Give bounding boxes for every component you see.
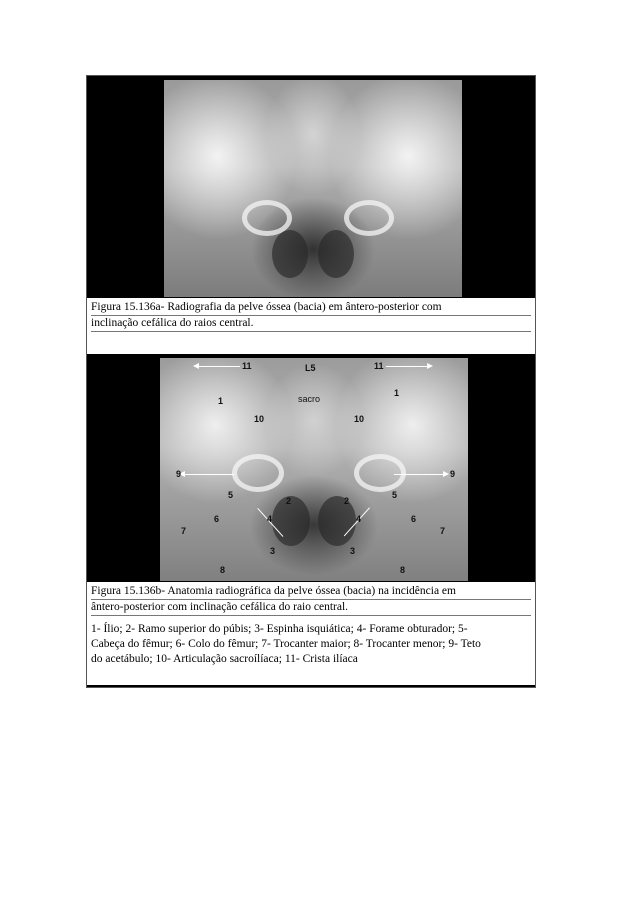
- label-8-left: 8: [220, 565, 226, 575]
- figure-b-legend-line2: Cabeça do fêmur; 6- Colo do fêmur; 7- Trocanter maior; 8- Trocanter menor; 9- Teto: [91, 638, 481, 650]
- label-6-right: 6: [411, 514, 417, 524]
- acetabulum-left-shape: [232, 454, 284, 492]
- label-7-right: 7: [440, 526, 446, 536]
- figure-b-legend-line3: do acetábulo; 10- Articulação sacroílíaca; 11- Crista ilíaca: [91, 653, 358, 665]
- obturator-right-shape: [318, 230, 354, 278]
- label-1-right: 1: [394, 388, 400, 398]
- label-3-right: 3: [350, 546, 356, 556]
- acetabulum-right-shape: [354, 454, 406, 492]
- label-8-right: 8: [400, 565, 406, 575]
- label-3-left: 3: [270, 546, 276, 556]
- arrow-11-left: [198, 366, 240, 367]
- figure-b-legend-line1: 1- Ílio; 2- Ramo superior do púbis; 3- Espinha isquiática; 4- Forame obturador; 5-: [91, 623, 468, 635]
- arrow-11-right: [386, 366, 428, 367]
- label-1-left: 1: [218, 396, 224, 406]
- arrow-9-right: [394, 474, 444, 475]
- arrow-9-left: [184, 474, 234, 475]
- pelvis-anatomy-radiograph: [160, 358, 468, 581]
- figure-b-caption-line2: ântero-posterior com inclinação cefálica do raio central.: [91, 600, 531, 616]
- label-5-left: 5: [228, 490, 234, 500]
- label-11-left: 11: [242, 361, 252, 371]
- figure-a-caption: [87, 298, 535, 354]
- label-6-left: 6: [214, 514, 220, 524]
- label-l5: L5: [305, 363, 316, 373]
- label-9-left: 9: [176, 469, 182, 479]
- label-2-right: 2: [344, 496, 350, 506]
- label-4-left: 4: [267, 514, 273, 524]
- label-9-right: 9: [450, 469, 456, 479]
- label-7-left: 7: [181, 526, 187, 536]
- label-4-right: 4: [356, 514, 362, 524]
- label-5-right: 5: [392, 490, 398, 500]
- label-10-left: 10: [254, 414, 265, 424]
- figure-a-caption-line1: Figura 15.136a- Radiografia da pelve óssea (bacia) em ântero-posterior com: [91, 300, 531, 316]
- obturator-right-shape: [318, 496, 356, 546]
- pelvis-radiograph: [164, 80, 462, 297]
- figure-frame: [86, 75, 536, 688]
- label-sacro: sacro: [298, 394, 321, 404]
- acetabulum-right-shape: [344, 200, 394, 236]
- figure-b-caption: [87, 582, 535, 685]
- figure-b-caption-line1: Figura 15.136b- Anatomia radiográfica da pelve óssea (bacia) na incidência em: [91, 584, 531, 600]
- label-10-right: 10: [354, 414, 365, 424]
- label-11-right: 11: [374, 361, 384, 371]
- obturator-left-shape: [272, 230, 308, 278]
- figure-a-caption-line2: inclinação cefálica do raios central.: [91, 316, 531, 332]
- label-2-left: 2: [286, 496, 292, 506]
